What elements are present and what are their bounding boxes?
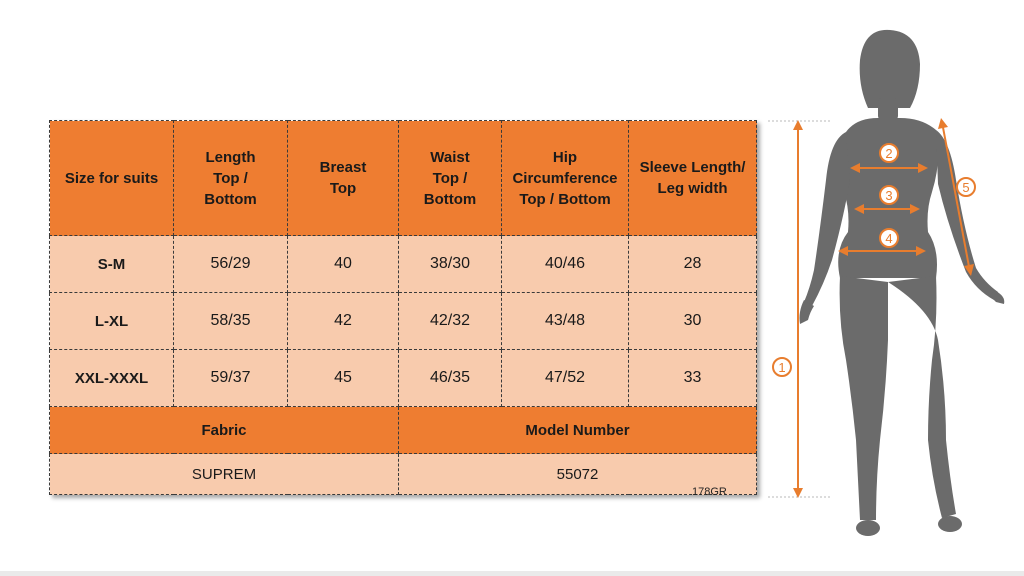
fabric-model-value-row xyxy=(50,454,757,495)
waist-cell: 42/32 xyxy=(399,293,502,350)
table-header-row xyxy=(50,121,757,236)
svg-text:4: 4 xyxy=(885,231,893,246)
size-cell: XXL-XXXL xyxy=(50,350,174,407)
svg-text:1: 1 xyxy=(778,360,786,375)
marker-2 xyxy=(880,144,898,162)
model-number-value: 55072 xyxy=(399,454,757,495)
header-sleeve: Sleeve Length/ Leg width xyxy=(629,121,757,236)
waist-cell: 38/30 xyxy=(399,236,502,293)
marker-4 xyxy=(880,229,898,247)
table-row xyxy=(50,236,757,293)
size-cell: L-XL xyxy=(50,293,174,350)
breast-cell: 42 xyxy=(288,293,399,350)
sleeve-cell: 30 xyxy=(629,293,757,350)
table-row xyxy=(50,350,757,407)
hip-cell: 40/46 xyxy=(502,236,629,293)
marker-3 xyxy=(880,186,898,204)
length-cell: 59/37 xyxy=(174,350,288,407)
table-row xyxy=(50,293,757,350)
marker-1 xyxy=(773,358,791,376)
header-hip: Hip Circumference Top / Bottom xyxy=(502,121,629,236)
breast-cell: 40 xyxy=(288,236,399,293)
model-code: 178GR xyxy=(692,486,727,498)
header-waist: Waist Top / Bottom xyxy=(399,121,502,236)
marker-5 xyxy=(957,178,975,196)
length-cell: 58/35 xyxy=(174,293,288,350)
fabric-value: SUPREM xyxy=(50,454,399,495)
model-number-label: Model Number xyxy=(399,407,757,454)
sleeve-cell: 33 xyxy=(629,350,757,407)
header-length: Length Top / Bottom xyxy=(174,121,288,236)
breast-cell: 45 xyxy=(288,350,399,407)
silhouette-illustration xyxy=(760,20,1020,550)
svg-text:2: 2 xyxy=(885,146,893,161)
size-cell: S-M xyxy=(50,236,174,293)
body-measurement-figure xyxy=(760,20,1020,550)
fabric-model-header-row xyxy=(50,407,757,454)
header-breast: Breast Top xyxy=(288,121,399,236)
woman-silhouette-icon xyxy=(800,30,1005,536)
sleeve-cell: 28 xyxy=(629,236,757,293)
bottom-bar xyxy=(0,571,1024,576)
hip-cell: 43/48 xyxy=(502,293,629,350)
length-cell: 56/29 xyxy=(174,236,288,293)
header-size: Size for suits xyxy=(50,121,174,236)
hip-cell: 47/52 xyxy=(502,350,629,407)
waist-cell: 46/35 xyxy=(399,350,502,407)
fabric-label: Fabric xyxy=(50,407,399,454)
size-chart-table xyxy=(49,120,757,495)
svg-text:3: 3 xyxy=(885,188,893,203)
svg-text:5: 5 xyxy=(962,180,970,195)
